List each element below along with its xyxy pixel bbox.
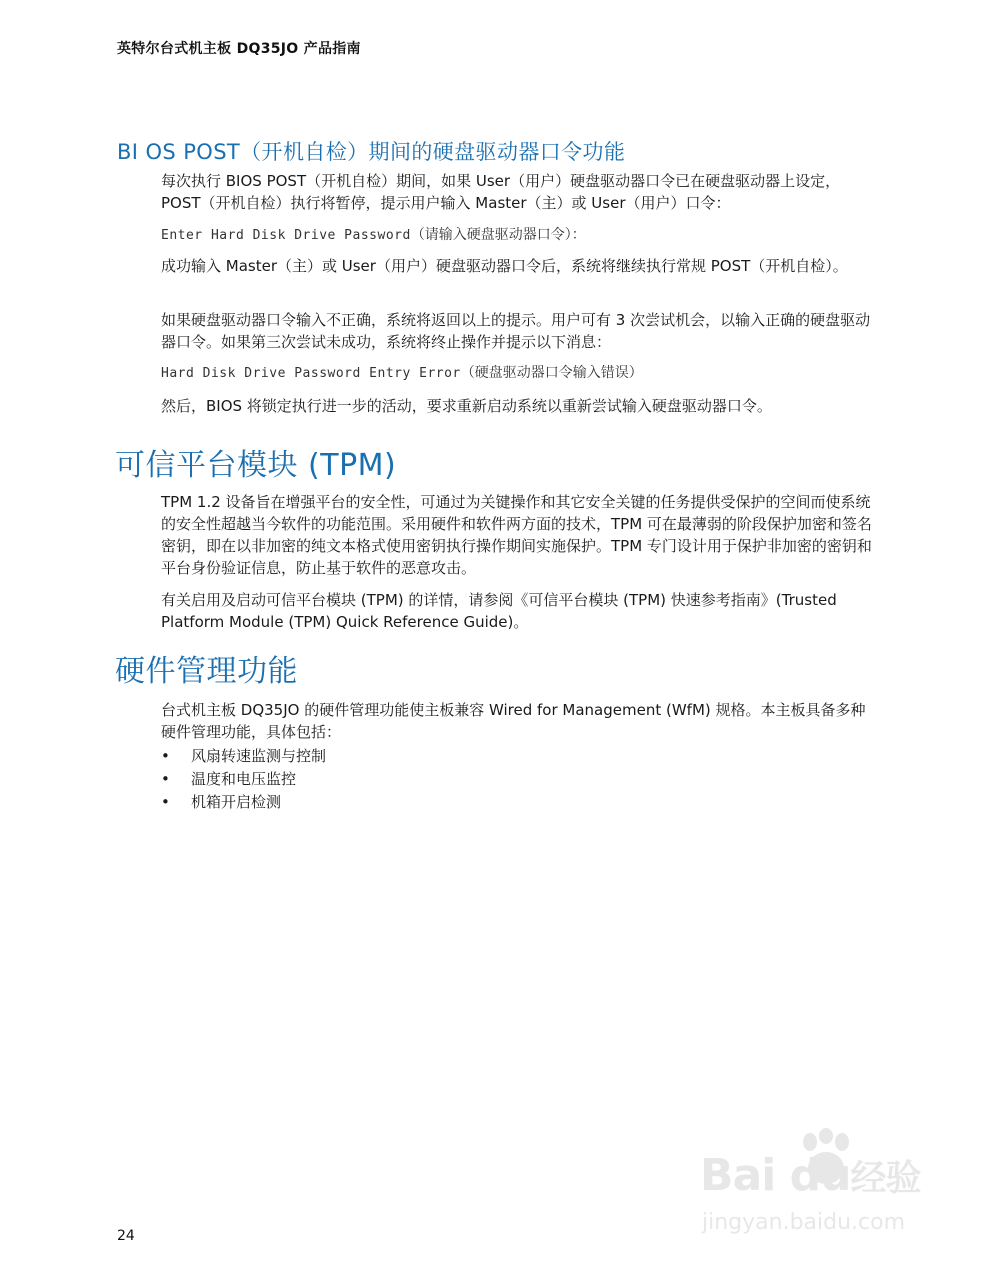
paragraph-password-incorrect: 如果硬盘驱动器口令输入不正确，系统将返回以上的提示。用户可有 3 次尝试机会，以输入正确的硬盘驱动器口令。如果第三次尝试未成功，系统将终止操作并提示以下消息： <box>161 311 871 351</box>
password-prompt-code: Enter Hard Disk Drive Password <box>161 228 411 243</box>
password-prompt-note: （请输入硬盘驱动器口令）： <box>410 227 586 243</box>
password-error-line <box>161 362 873 385</box>
baidu-watermark <box>700 1128 940 1246</box>
password-error-code: Hard Disk Drive Password Entry Error <box>161 366 461 381</box>
bullet-icon: • <box>161 793 170 811</box>
section-heading-bios-post: BI OS POST（开机自检）期间的硬盘驱动器口令功能 <box>117 140 626 164</box>
hardware-feature-list <box>161 745 326 814</box>
bullet-icon: • <box>161 770 170 788</box>
watermark-logo: Bai du经验 <box>700 1150 921 1201</box>
list-item <box>161 791 326 814</box>
bullet-icon: • <box>161 747 170 765</box>
section-heading-tpm: 可信平台模块 (TPM) <box>115 448 397 483</box>
paragraph-bios-post-intro: 每次执行 BIOS POST（开机自检）期间，如果 User（用户）硬盘驱动器口令已在硬盘驱动器上设定，POST（开机自检）执行将暂停，提示用户输入 Master（主）或 User（用户）口令： <box>161 172 841 212</box>
list-item <box>161 745 326 768</box>
paragraph-tpm-description: TPM 1.2 设备旨在增强平台的安全性，可通过为关键操作和其它安全关键的任务提供受保护的空间而使系统的安全性超越当今软件的功能范围。采用硬件和软件两方面的技术，TPM 可在最薄弱的阶段保护加密和签名密钥，即在以非加密的纯文本格式使用密钥执行操作期间实施保护。TPM 专门设计用于保护非加密的密钥和平台身份验证信息，防止基于软件的恶意攻击。 <box>161 493 872 577</box>
running-header: 英特尔台式机主板 DQ35JO 产品指南 <box>117 41 361 57</box>
password-error-note: （硬盘驱动器口令输入错误） <box>460 365 643 381</box>
page-number: 24 <box>117 1228 135 1244</box>
watermark-url: jingyan.baidu.com <box>702 1210 906 1235</box>
list-item-text: 温度和电压监控 <box>191 770 297 788</box>
paragraph-tpm-reference: 有关启用及启动可信平台模块 (TPM) 的详情，请参阅《可信平台模块 (TPM) 快速参考指南》(Trusted Platform Module (TPM) Quick Reference Guide)。 <box>161 591 837 631</box>
paragraph-hardware-management: 台式机主板 DQ35JO 的硬件管理功能使主板兼容 Wired for Management (WfM) 规格。本主板具备多种硬件管理功能，具体包括： <box>161 701 866 741</box>
paragraph-password-success: 成功输入 Master（主）或 User（用户）硬盘驱动器口令后，系统将继续执行常规 POST（开机自检）。 <box>161 257 848 275</box>
password-prompt-line <box>161 224 873 247</box>
list-item-text: 风扇转速监测与控制 <box>191 747 327 765</box>
list-item-text: 机箱开启检测 <box>191 793 282 811</box>
section-heading-hardware-management: 硬件管理功能 <box>115 654 298 689</box>
list-item <box>161 768 326 791</box>
paragraph-bios-lock: 然后，BIOS 将锁定执行进一步的活动，要求重新启动系统以重新尝试输入硬盘驱动器口令。 <box>161 397 772 415</box>
